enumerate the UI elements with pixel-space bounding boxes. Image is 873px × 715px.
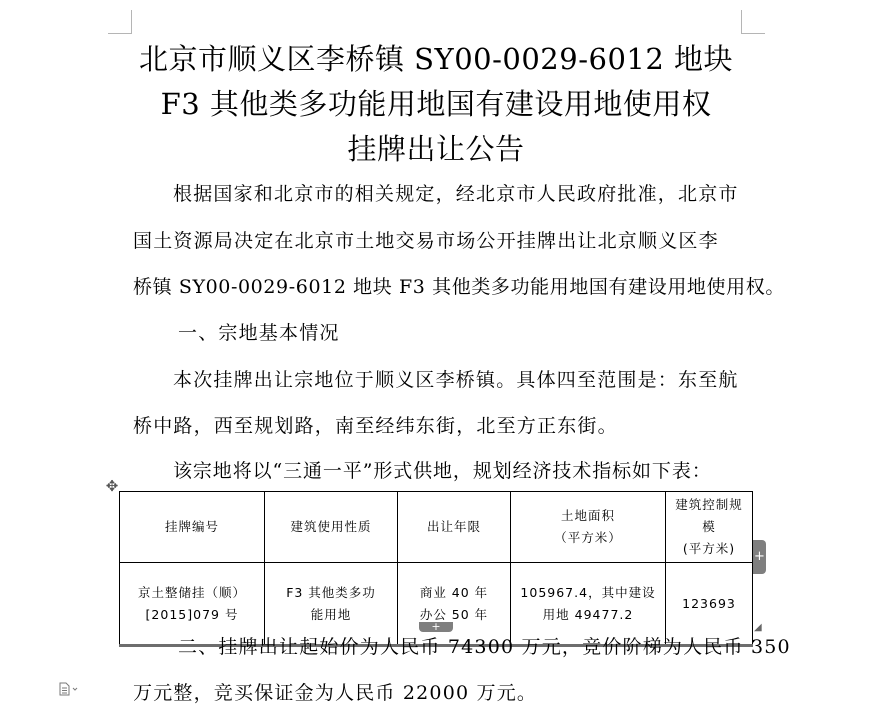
page-corner-mark-left [108,10,132,34]
section-heading-2-line-2: 万元整，竞买保证金为人民币 22000 万元。 [133,682,538,704]
cell-text: 123693 [682,595,736,611]
table-header-cell [120,492,265,563]
paragraph-3: 该宗地将以“三通一平”形式供地，规划经济技术指标如下表： [173,460,712,482]
section-heading-2-line-1: 二、挂牌出让起始价为人民币 74300 万元，竞价阶梯为人民币 350 [178,636,791,658]
document-icon[interactable] [58,682,80,696]
document-icon-svg [58,682,78,696]
paragraph-1-line-2: 国土资源局决定在北京市土地交易市场公开挂牌出让北京顺义区李 [133,230,719,252]
add-row-button[interactable] [419,622,453,632]
table-header-cell [265,492,398,563]
paragraph-1-line-3: 桥镇 SY00-0029-6012 地块 F3 其他类多功能用地国有建设用地使用权。 [133,276,785,298]
plus-icon: + [431,620,441,633]
cell-text: 京土整储挂（顺） [2015]079 号 [137,584,246,622]
move-icon[interactable]: ✥ [105,477,119,495]
add-column-button[interactable] [753,540,766,574]
table-header-row [120,492,753,563]
table-header-cell [666,492,753,563]
section-heading-1: 一、宗地基本情况 [178,322,340,344]
table-header-cell [511,492,666,563]
paragraph-2-line-2: 桥中路，西至规划路，南至经纬东街，北至方正东街。 [133,415,618,437]
page-corner-mark-right [741,10,765,34]
header-text: 挂牌编号 [164,519,219,534]
header-text: 建筑控制规模 (平方米) [675,497,743,556]
paragraph-1-line-1: 根据国家和北京市的相关规定，经北京市人民政府批准，北京市 [173,183,739,205]
paragraph-2-line-1: 本次挂牌出让宗地位于顺义区李桥镇。具体四至范围是：东至航 [173,369,739,391]
table-header-cell [398,492,511,563]
title-line-2: F3 其他类多功能用地国有建设用地使用权 [160,87,712,121]
title-line-3: 挂牌出让公告 [347,132,525,166]
cell-text: 商业 40 年 办公 50 年 [419,584,489,622]
header-text: 建筑使用性质 [290,519,372,534]
cell-text: F3 其他类多功 能用地 [286,584,376,622]
cell-text: 105967.4，其中建设 用地 49477.2 [520,584,656,622]
plus-icon: + [754,549,765,564]
header-text: 出让年限 [426,519,481,534]
title-line-1: 北京市顺义区李桥镇 SY00-0029-6012 地块 [138,42,734,76]
resize-icon[interactable]: ◢ [754,622,762,633]
header-text: 土地面积 （平方米） [554,508,622,545]
